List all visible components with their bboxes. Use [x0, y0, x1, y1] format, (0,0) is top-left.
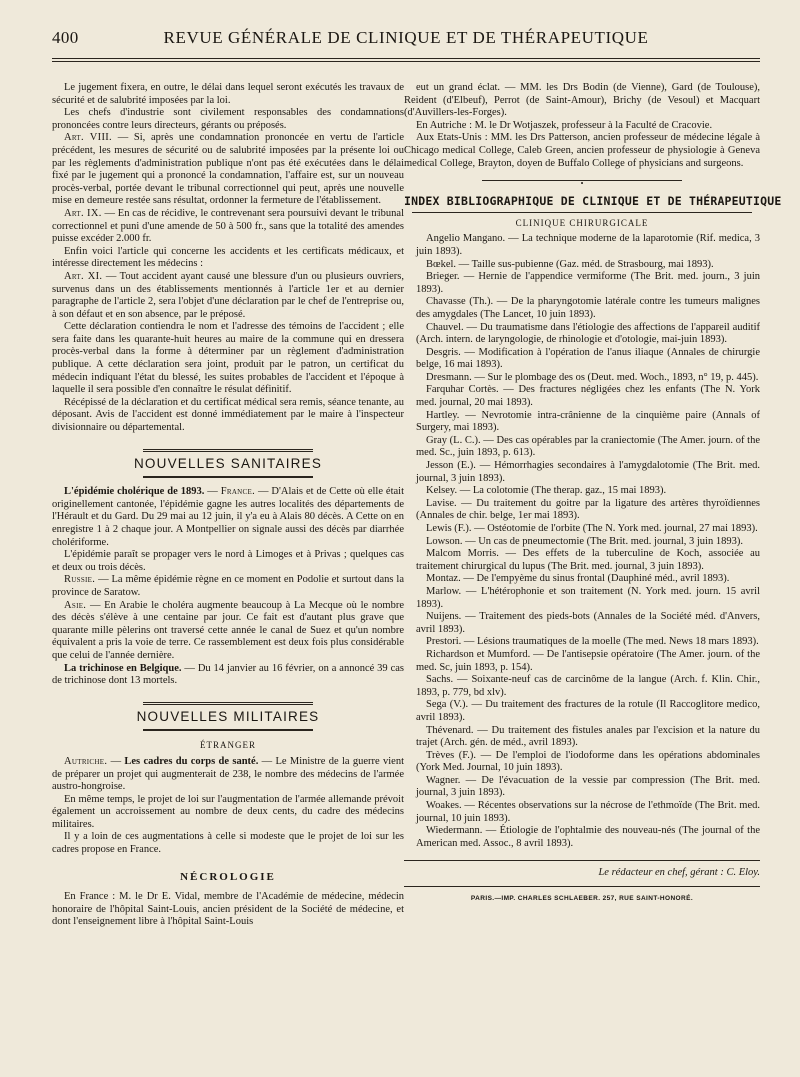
article-body: — En cas de récidive, le contrevenant sera poursuivi devant le tribunal correctionnel et puni d'une amende de 50 à 500 fr., sans que la totalité des amendes puisse excéder 2.000 fr.	[52, 207, 404, 245]
index-entry: Dresmann. — Sur le plombage des os (Deut. med. Woch., 1893, n° 19, p. 445).	[426, 371, 759, 383]
paragraph: Récépissé de la déclaration et du certificat médical sera remis, séance tenante, au déposant. Avis de l'accident est donné immédiatement par le maire à l'inspecteur divisionnaire ou départemental.	[52, 396, 404, 434]
index-entry: Chavasse (Th.). — De la pharyngotomie latérale contre les tumeurs malignes des amygdales (The Lancet, 10 juin 1893).	[416, 296, 760, 320]
index-entry: Farquhar Cortès. — Des fractures négligées chez les enfants (The N. York med. journal, 20 mai 1893).	[416, 384, 760, 409]
news-item	[52, 600, 404, 663]
index-entry: Trèves (F.). — De l'emploi de l'iodoforme dans les opérations abdominales (York Med. Journal, 10 juin 1893).	[416, 749, 760, 774]
section-rule	[143, 704, 313, 705]
news-item	[52, 574, 404, 599]
paragraph: En Autriche : M. le Dr Wotjaszek, professeur à la Faculté de Cracovie.	[416, 119, 713, 131]
necrologie-title: NÉCROLOGIE	[180, 870, 276, 883]
ornament: •	[580, 179, 584, 189]
article-11	[52, 271, 404, 321]
news-heading: La trichinose en Belgique.	[64, 662, 182, 674]
news-item	[52, 663, 404, 688]
index-entry: Sachs. — Soixante-neuf cas de carcinôme de la langue (Arch. f. Klin. Chir., 1893, p. 779, bd xlv).	[416, 674, 760, 698]
page-header	[52, 28, 760, 48]
section-title: NOUVELLES MILITAIRES	[136, 708, 320, 724]
subsection-title: ÉTRANGER	[200, 740, 256, 751]
article-9	[52, 208, 404, 246]
index-entry: Thévenard. — Du traitement des fistules anales par l'excision et la nature du trajet (Arch. gén. de méd., avril 1893).	[416, 724, 760, 749]
right-column	[404, 82, 782, 929]
news-body: — La même épidémie règne en ce moment en Podolie et surtout dans la province de Saratow.	[52, 574, 404, 598]
index-entry: Bœkel. — Taille sus-pubienne (Gaz. méd. de Strasbourg, mai 1893).	[426, 258, 714, 270]
country: Asie.	[64, 599, 87, 611]
index-entry: Prestori. — Lésions traumatiques de la moelle (The med. News 18 mars 1893).	[426, 636, 759, 648]
index-entry: Brieger. — Hernie de l'appendice vermiforme (The Brit. med. journ., 3 juin 1893).	[416, 271, 760, 295]
index-entry: Desgris. — Modification à l'opération de l'anus iliaque (Annales de chirurgie belge, 16 mai 1893).	[416, 346, 760, 371]
section-rule	[412, 212, 752, 213]
paragraph: En même temps, le projet de loi sur l'augmentation de l'armée allemande prévoit également un accroissement au nombre de deux cents, du cadre des médecins militaires.	[52, 793, 404, 830]
index-entry: Lavise. — Du traitement du goitre par la ligature des artères thyroïdiennes (Annales de chir. belge, 1er mai 1893).	[416, 497, 760, 522]
index-entry: Chauvel. — Du traumatisme dans l'étiologie des affections de l'appareil auditif (Arch. intern. de laryngologie, de rhinologie et d'otologie, mai-juin 1893).	[416, 321, 760, 346]
index-entry: Hartley. — Nevrotomie intra-crânienne de la cinquième paire (Annals of Surgery, mai 1893).	[416, 409, 760, 434]
news-body: — D'Alais et de Cette où elle était originellement cantonée, l'épidémie gagne les autres localités des départements de l'Hérault et du Gard. Du 29 mai au 12 juin, il y'a eu à Alais 80 décès. A Cette on en enregistre 1 à 2 chaque jour. A Montpellier on signale aussi des décès par diarrhée cholériforme.	[52, 486, 404, 548]
section-rule	[143, 702, 313, 703]
index-entry: Montaz. — De l'empyème du sinus frontal (Dauphiné méd., avril 1893).	[426, 573, 730, 585]
article-heading: Art. VIII.	[64, 132, 112, 144]
news-heading: Les cadres du corps de santé.	[124, 755, 259, 767]
article-heading: Art. IX.	[64, 207, 102, 219]
index-entry: Gray (L. C.). — Des cas opérables par la craniectomie (The Amer. journ. of the med. Sc., juin 1893, p. 613).	[416, 434, 760, 459]
paragraph: Les chefs d'industrie sont civilement responsables des condamnations prononcées contre leurs directeurs, gérants ou préposés.	[52, 107, 404, 131]
news-body: — Du 14 janvier au 16 février, on a annoncé 39 cas de trichinose dont 13 mortels.	[52, 662, 404, 687]
paragraph: Enfin voici l'article qui concerne les accidents et les certificats médicaux, et intéresse directement les médecins :	[52, 245, 404, 270]
footer-rule	[404, 860, 760, 861]
country: France.	[220, 486, 256, 498]
article-body: — Si, après une condamnation prononcée en vertu de l'article précédent, les mesures de sécurité ou de salubrité imposées par la présente loi ou par les règlements d'administration publique n'ont pas été exécutées dans le délai fixé par le jugement qui a prononcé la condamnation, l'affaire est, sur un nouveau procès-verbal, portée devant le tribunal correctionnel qui peut, après une nouvelle mise en demeure restée sans résultat, ordonner la fermeture de l'établissement.	[52, 132, 404, 207]
index-list	[404, 233, 760, 850]
index-entry: Kelsey. — La colotomie (The therap. gaz., 15 mai 1893).	[426, 485, 667, 497]
paragraph: eut un grand éclat. — MM. les Drs Bodin (de Vienne), Gard (de Toulouse), Reident (d'Elbeuf), Perrot (de Saint-Amour), Brichy (de Vesoul) et Macquart (d'Auvillers-les-Forges).	[404, 82, 760, 119]
section-rule	[143, 477, 313, 478]
news-item: L'épidémie cholérique de 1893. — France. — D'Alais et de Cette où elle était originellement cantonée, l'épidémie gagne les autres localités des départements de l'Hérault et du Gard. Du 29 mai au 12 juin, il y'a eu à Alais 80 décès. A Cette on en enregistre 1 à 2 chaque jour. A Montpellier on signale aussi des décès par diarrhée cholériforme.	[52, 486, 404, 548]
footer-rule	[404, 886, 760, 887]
paragraph: En France : M. le Dr E. Vidal, membre de l'Académie de médecine, médecin honoraire de l'hôpital Saint-Louis, ancien président de la Société de médecine, et dont l'enseignement libre à l'hôpital Saint-Louis	[52, 891, 404, 928]
subsection-title: CLINIQUE CHIRURGICALE	[515, 217, 649, 228]
index-entry: Sega (V.). — Du traitement des fractures de la rotule (Il Raccoglitore medico, avril 1893).	[416, 699, 760, 723]
header-rule-thin	[52, 61, 760, 62]
paragraph: Le jugement fixera, en outre, le délai dans lequel seront exécutés les travaux de sécurité et de salubrité imposées par la loi.	[52, 82, 404, 106]
paragraph: Aux Etats-Unis : MM. les Drs Patterson, ancien professeur de médecine légale à Chicago medical College, Caleb Green, ancien professeur de physiologie à Geneva medical College, Brayton, doyen de Buffalo College of physicians and surgeons.	[404, 132, 760, 169]
index-entry: Nuijens. — Traitement des pieds-bots (Annales de la Société méd. d'Anvers, avril 1893).	[416, 611, 760, 635]
news-item: Autriche. — Les cadres du corps de santé. — Le Ministre de la guerre vient de préparer un projet qui augmenterait de 238, le nombre des médecins de l'armée austro-hongroise.	[52, 755, 404, 793]
paragraph: Il y a loin de ces augmentations à celle si modeste que le projet de loi sur les cadres propose en France.	[52, 831, 404, 856]
paragraph: L'épidémie paraît se propager vers le nord à Limoges et à Privas ; quelques cas et deux ou trois décès.	[52, 549, 404, 573]
index-entry: Wagner. — De l'évacuation de la vessie par compression (The Brit. med. journal, 3 juin 1893).	[416, 774, 760, 799]
index-entry: Lowson. — Un cas de pneumectomie (The Brit. med. journal, 3 juin 1893).	[426, 535, 743, 547]
header-rule	[52, 58, 760, 59]
two-column-body	[52, 82, 782, 929]
section-rule	[143, 449, 313, 450]
section-rule	[143, 451, 313, 452]
index-title: INDEX BIBLIOGRAPHIQUE DE CLINIQUE ET DE THÉRAPEUTIQUE	[404, 194, 782, 209]
news-heading: L'épidémie cholérique de 1893.	[64, 486, 205, 498]
left-column	[52, 82, 404, 929]
section-rule	[143, 730, 313, 731]
index-entry: Marlow. — L'hétérophonie et son traitement (N. York med. journ. 15 avril 1893).	[416, 585, 760, 610]
index-entry: Jesson (E.). — Hémorrhagies secondaires à l'amygdalotomie (The Brit. med. journal, 3 juin 1893).	[416, 460, 760, 484]
section-header-militaires	[52, 702, 404, 732]
country: Autriche.	[64, 755, 108, 767]
index-entry: Angelio Mangano. — La technique moderne de la laparotomie (Rif. medica, 3 juin 1893).	[416, 233, 760, 257]
index-entry: Woakes. — Récentes observations sur la nécrose de l'ethmoïde (The Brit. med. journal, 10 juin 1893).	[416, 800, 760, 824]
running-title: REVUE GÉNÉRALE DE CLINIQUE ET DE THÉRAPEUTIQUE	[163, 28, 649, 47]
index-entry: Richardson et Mumford. — De l'antisepsie opératoire (The Amer. journ. of the med. Sc, juin 1893, p. 154).	[416, 648, 760, 673]
index-header	[404, 179, 782, 213]
index-entry: Lewis (F.). — Ostéotomie de l'orbite (The N. York med. journal, 27 mai 1893).	[426, 523, 758, 534]
signature: Le rédacteur en chef, gérant : C. Eloy.	[598, 867, 760, 879]
country: Russie.	[64, 574, 96, 586]
article-8	[52, 132, 404, 208]
page-number: 400	[52, 28, 79, 47]
article-body: — Tout accident ayant causé une blessure d'un ou plusieurs ouvriers, survenus dans un des établissements mentionnés à l'article 1er et au dernier paragraphe de l'article 2, sera l'objet d'une déclaration par le chef de l'entreprise ou, à son défaut et en son absence, par le préposé.	[52, 270, 404, 320]
index-entry: Wiedermann. — Étiologie de l'ophtalmie des nouveau-nés (The journal of the American med. Assoc., 8 avril 1893).	[416, 825, 760, 849]
article-heading: Art. XI.	[64, 270, 103, 282]
index-entry: Malcom Morris. — Des effets de la tuberculine de Koch, associée au traitement chirurgical du lupus (The Brit. med. journal, 3 juin 1893).	[416, 548, 760, 572]
section-title: NOUVELLES SANITAIRES	[133, 455, 323, 471]
paragraph: Cette déclaration contiendra le nom et l'adresse des témoins de l'accident ; elle sera faite dans les quarante-huit heures au maire de la commune qui en dressera procès-verbal dans la forme à déterminer par un règlement d'administration publique. A cette déclaration sera joint, produit par le patron, un certificat du médecin indiquant l'état du blessé, les suites probables de l'accident et l'époque à laquelle il sera possible d'en connaître le résulat définitif.	[52, 321, 404, 396]
news-body: — En Arabie le choléra augmente beaucoup à La Mecque où le nombre des décès s'élève à une centaine par jour. Ce fait est d'autant plus grave que quarante mille pèlerins ont traversé cette année le canal de Suez et qu'un nombre équivalent a pris la voie de terre. Ce rassemblement est deux fois plus considérable que celui de l'année dernière.	[52, 599, 404, 661]
imprint: PARIS.—IMP. CHARLES SCHLAEBER. 257, RUE SAINT-HONORÉ.	[470, 895, 694, 903]
news-body: — Le Ministre de la guerre vient de préparer un projet qui augmenterait de 238, le nombre des médecins de l'armée austro-hongroise.	[52, 755, 404, 793]
section-header-sanitaires	[52, 449, 404, 479]
